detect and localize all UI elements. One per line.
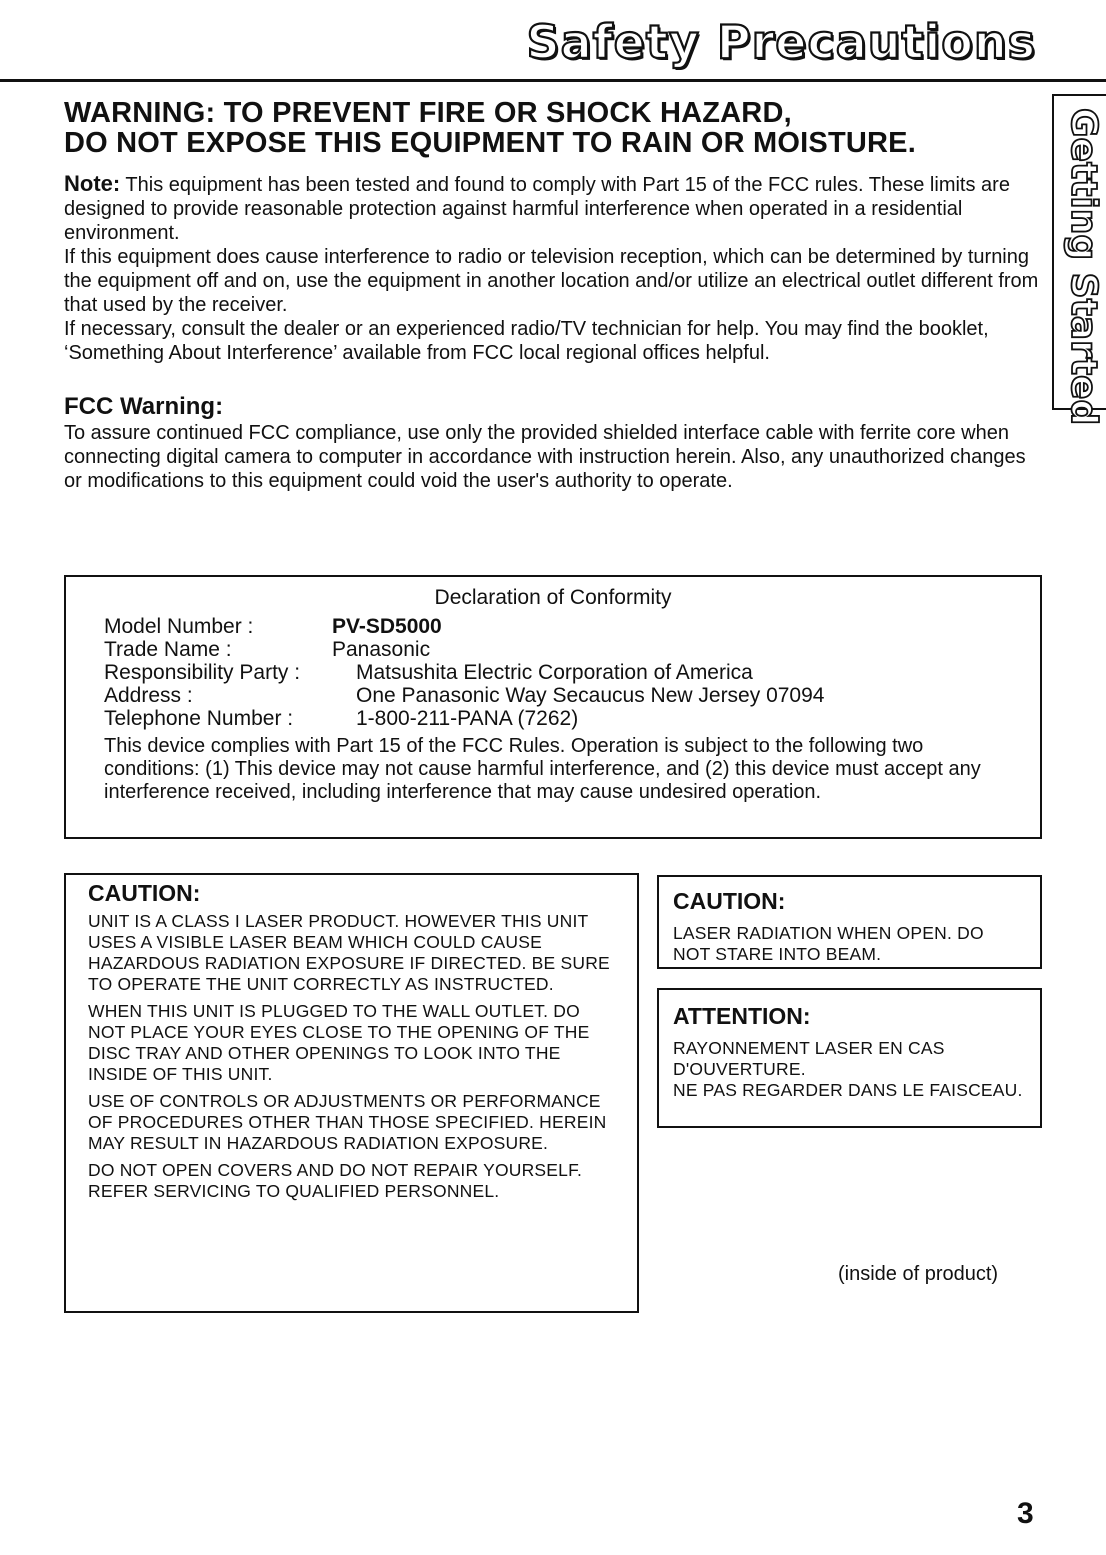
caution-paragraph: DO NOT OPEN COVERS AND DO NOT REPAIR YOURSELF. REFER SERVICING TO QUALIFIED PERSONNEL. — [88, 1160, 583, 1201]
trade-name-label: Trade Name : — [104, 638, 232, 661]
note-text: This equipment has been tested and found to comply with Part 15 of the FCC rules. These limits are designed to provide reasonable protection against harmful interference when operated in a residential environment. — [64, 174, 1010, 244]
warning-line-1: WARNING: TO PREVENT FIRE OR SHOCK HAZARD, — [64, 97, 792, 129]
caution-paragraph: WHEN THIS UNIT IS PLUGGED TO THE WALL OUTLET. DO NOT PLACE YOUR EYES CLOSE TO THE OPENING OF THE DISC TRAY AND OTHER OPENINGS TO LOOK INTO THE INSIDE OF THIS UNIT. — [88, 1001, 590, 1084]
section-tab-label: Getting Started — [1063, 108, 1104, 426]
note-label: Note: — [64, 171, 121, 196]
model-number-value: PV-SD5000 — [332, 615, 442, 638]
note-paragraph — [64, 172, 1044, 245]
address-label: Address : — [104, 684, 193, 707]
caution-heading: CAUTION: — [673, 888, 786, 914]
page-number: 3 — [1017, 1497, 1034, 1530]
address-value: One Panasonic Way Secaucus New Jersey 07094 — [356, 684, 825, 707]
responsibility-party-label: Responsibility Party : — [104, 661, 301, 684]
attention-paragraph: NE PAS REGARDER DANS LE FAISCEAU. — [673, 1080, 1023, 1100]
caution-laser-product-box — [64, 873, 639, 1313]
telephone-value: 1-800-211-PANA (7262) — [356, 707, 579, 730]
attention-paragraph: RAYONNEMENT LASER EN CAS D'OUVERTURE. — [673, 1038, 945, 1079]
attention-heading: ATTENTION: — [673, 1003, 811, 1029]
fcc-note-section — [64, 172, 1044, 365]
caution-paragraph: USE OF CONTROLS OR ADJUSTMENTS OR PERFORMANCE OF PROCEDURES OTHER THAN THOSE SPECIFIED. HEREIN MAY RESULT IN HAZARDOUS RADIATION EXPOSURE. — [88, 1091, 607, 1153]
trade-name-value: Panasonic — [332, 638, 431, 661]
warning-line-2: DO NOT EXPOSE THIS EQUIPMENT TO RAIN OR MOISTURE. — [64, 127, 916, 159]
attention-box — [657, 988, 1042, 1128]
caution-heading: CAUTION: — [88, 880, 201, 906]
inside-of-product-label: (inside of product) — [838, 1263, 999, 1285]
compliance-statement: This device complies with Part 15 of the FCC Rules. Operation is subject to the following two conditions: (1) This device may not cause harmful interference, and (2) this device must accept any interference received, including interference that may cause undesired operation. — [104, 735, 981, 803]
responsibility-party-value: Matsushita Electric Corporation of America — [356, 661, 753, 684]
declaration-of-conformity-box — [64, 575, 1042, 839]
header-rule — [0, 79, 1106, 82]
page-title: Safety Precautions — [526, 15, 1036, 69]
caution-laser-radiation-box — [657, 875, 1042, 969]
caution-laser-text: LASER RADIATION WHEN OPEN. DO NOT STARE INTO BEAM. — [673, 923, 984, 964]
caution-paragraph: UNIT IS A CLASS I LASER PRODUCT. HOWEVER THIS UNIT USES A VISIBLE LASER BEAM WHICH COULD CAUSE HAZARDOUS RADIATION EXPOSURE IF DIRECTED. BE SURE TO OPERATE THE UNIT CORRECTLY AS INSTRUCTED. — [88, 911, 610, 994]
fcc-warning-heading: FCC Warning: — [64, 393, 224, 420]
section-tab — [1052, 94, 1106, 426]
declaration-title: Declaration of Conformity — [434, 586, 672, 609]
fcc-warning-text: To assure continued FCC compliance, use only the provided shielded interface cable with ferrite core when connecting digital camera to computer in accordance with instruction herein. Also, any unauthorized changes or modifications to this equipment could void the user's authority to operate. — [64, 422, 1026, 492]
warning-heading — [64, 98, 1039, 158]
telephone-label: Telephone Number : — [104, 707, 294, 730]
consult-paragraph: If necessary, consult the dealer or an experienced radio/TV technician for help. You may find the booklet, ‘Something About Interference’ available from FCC local regional offices helpful. — [64, 318, 989, 364]
interference-paragraph: If this equipment does cause interference to radio or television reception, which can be determined by turning the equipment off and on, use the equipment in another location and/or utilize an electrical outlet different from that used by the receiver. — [64, 246, 1039, 316]
model-number-label: Model Number : — [104, 615, 254, 638]
